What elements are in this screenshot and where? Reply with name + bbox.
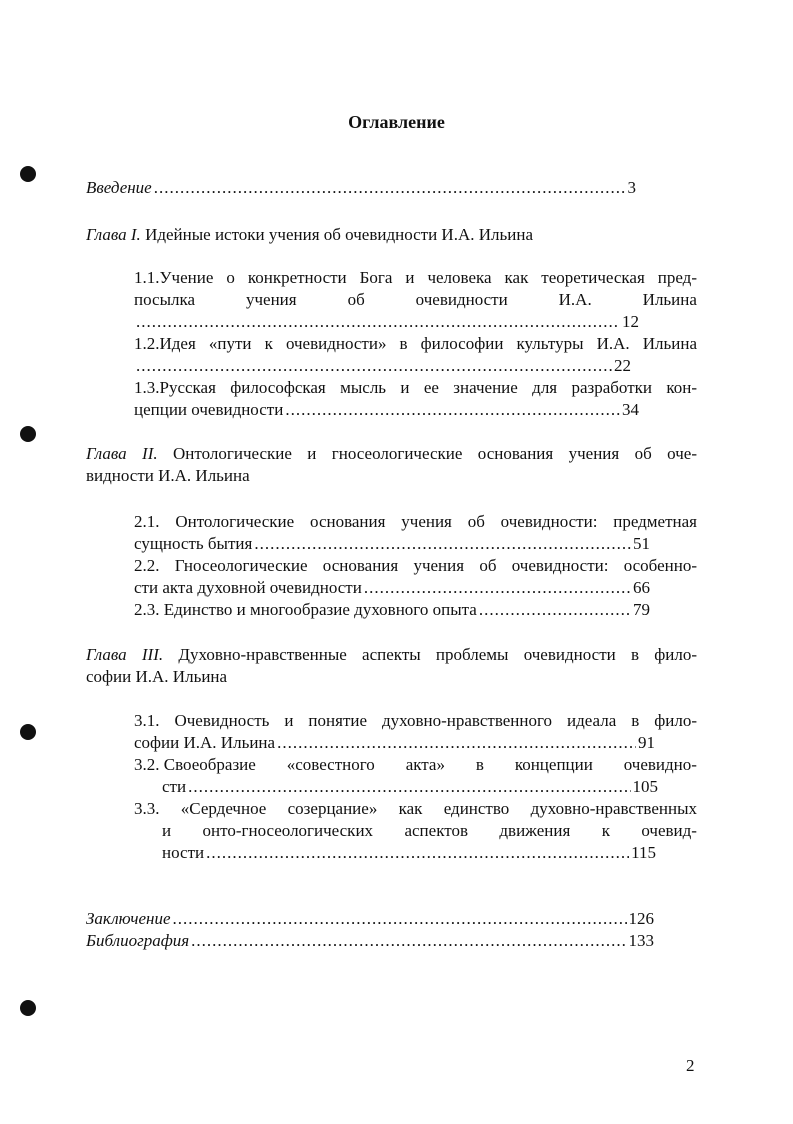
toc-leader (173, 909, 627, 929)
section-1-3-line1: 1.3.Русская философская мысль и ее значение для разработки кон- (134, 378, 697, 397)
word: в (475, 755, 484, 774)
toc-leader (188, 777, 630, 797)
section-2-2-line2[interactable] (134, 578, 650, 598)
toc-label: софии И.А. Ильина (134, 733, 276, 752)
section-1-1-leader[interactable] (134, 312, 639, 332)
punch-hole (20, 426, 36, 442)
toc-page: 66 (633, 578, 650, 597)
toc-page: 3 (627, 178, 636, 197)
word: концепции (514, 755, 593, 774)
toc-leader (136, 312, 620, 332)
word: Ильина (642, 290, 697, 309)
toc-page: 34 (622, 400, 639, 419)
toc-leader (277, 733, 636, 753)
section-2-1-line2[interactable] (134, 534, 650, 554)
word: об (347, 290, 365, 309)
toc-leader (254, 534, 631, 554)
toc-page: 105 (632, 777, 658, 796)
toc-label: сти акта духовной очевидности (134, 578, 362, 597)
toc-label: Заключение (86, 909, 171, 928)
word: очевид- (641, 821, 697, 840)
word: очевидно- (623, 755, 697, 774)
toc-label: цепции очевидности (134, 400, 284, 419)
toc-page: 91 (638, 733, 655, 752)
chapter-3-title-line2: софии И.А. Ильина (86, 667, 228, 686)
chapter-title-line1: Духовно-нравственные аспекты проблемы очевидности в фило- (178, 645, 697, 664)
toc-label: 2.3. Единство и многообразие духовного опыта (134, 600, 477, 619)
section-1-3-line2[interactable] (134, 400, 639, 420)
chapter-label: Глава II. (86, 444, 158, 463)
word: движения (499, 821, 571, 840)
toc-page: 115 (631, 843, 656, 862)
toc-entry-intro[interactable] (86, 178, 636, 198)
toc-page: 22 (614, 356, 631, 375)
chapter-title: Идейные истоки учения об очевидности И.А. Ильина (145, 225, 533, 244)
page-title: Оглавление (348, 112, 445, 132)
toc-leader (206, 843, 629, 863)
section-1-1-line2 (134, 290, 697, 310)
section-2-3[interactable] (134, 600, 650, 620)
word: аспектов (404, 821, 468, 840)
toc-entry-conclusion[interactable] (86, 909, 654, 929)
section-3-3-line3[interactable] (162, 843, 656, 863)
toc-leader (191, 931, 626, 951)
word: акта» (405, 755, 445, 774)
word: очевидности (415, 290, 508, 309)
toc-leader (154, 178, 626, 198)
section-1-2-leader[interactable] (134, 356, 631, 376)
toc-label: сущность бытия (134, 534, 253, 553)
toc-leader (479, 600, 631, 620)
section-2-1-line1: 2.1. Онтологические основания учения об очевидности: предметная (134, 512, 697, 531)
word: «совестного (286, 755, 375, 774)
toc-page: 126 (628, 909, 654, 928)
toc-label: Введение (86, 178, 152, 197)
section-3-1-line2[interactable] (134, 733, 655, 753)
section-3-3-line2 (162, 821, 697, 841)
toc-label: ности (162, 843, 205, 862)
page-number: 2 (686, 1056, 695, 1075)
toc-entry-bibliography[interactable] (86, 931, 654, 951)
punch-hole (20, 166, 36, 182)
toc-leader (136, 356, 612, 376)
word: и (162, 821, 172, 840)
punch-hole (20, 1000, 36, 1016)
chapter-2-heading[interactable] (86, 444, 697, 464)
toc-leader (285, 400, 620, 420)
toc-label: сти (162, 777, 187, 796)
section-3-3-line1: 3.3. «Сердечное созерцание» как единство духовно-нравственных (134, 799, 697, 818)
word: И.А. (558, 290, 592, 309)
section-1-2-line1: 1.2.Идея «пути к очевидности» в философии культуры И.А. Ильина (134, 334, 697, 353)
chapter-label: Глава III. (86, 645, 164, 664)
toc-page: 51 (633, 534, 650, 553)
toc-label: Библиография (86, 931, 190, 950)
section-3-1-line1: 3.1. Очевидность и понятие духовно-нравственного идеала в фило- (134, 711, 697, 730)
toc-page: 133 (628, 931, 654, 950)
toc-page: 79 (633, 600, 650, 619)
word: учения (245, 290, 297, 309)
section-1-1-line1: 1.1.Учение о конкретности Бога и человека как теоретическая пред- (134, 268, 697, 287)
chapter-title-line1: Онтологические и гносеологические основания учения об оче- (173, 444, 697, 463)
word: 3.2. Своеобразие (134, 755, 256, 774)
chapter-3-heading[interactable] (86, 645, 697, 665)
word: посылка (134, 290, 196, 309)
punch-hole (20, 724, 36, 740)
chapter-label: Глава I. (86, 225, 141, 244)
word: онто-гносеологических (202, 821, 374, 840)
toc-leader (364, 578, 631, 598)
chapter-1-heading[interactable] (86, 225, 686, 245)
section-2-2-line1: 2.2. Гносеологические основания учения об очевидности: особенно- (134, 556, 697, 575)
word: к (601, 821, 610, 840)
section-3-2-line1 (134, 755, 697, 775)
toc-page: 12 (622, 312, 639, 331)
section-3-2-line2[interactable] (162, 777, 658, 797)
chapter-2-title-line2: видности И.А. Ильина (86, 466, 250, 485)
